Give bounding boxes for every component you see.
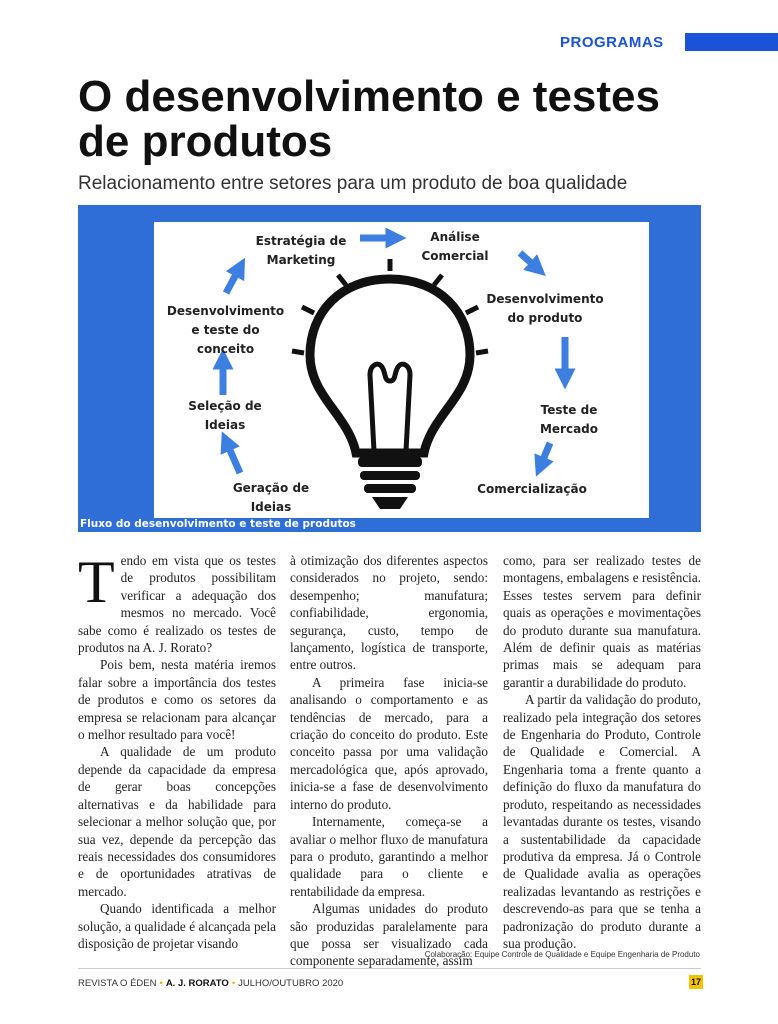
arrow-geracao-to-selecao [226,441,240,473]
label-desenvolvimento-produto: Desenvolvimento do produto [486,292,604,325]
label-teste-mercado: Teste de Mercado [539,403,599,436]
figure-caption: Fluxo do desenvolvimento e teste de produtos [80,518,356,530]
article-subtitle: Relacionamento entre setores para um produto de boa qualidade [78,173,628,194]
magazine-name: REVISTA O ÉDEN [78,978,157,989]
paragraph: Pois bem, nesta matéria iremos falar sobre a importância dos testes de produtos e como os setores da empresa se relacionam para alcançar o melhor resultado para você! [78,657,276,743]
paragraph: Quando identificada a melhor solução, a qualidade é alcançada pela disposição de projetar visando [78,901,276,951]
section-bar [685,33,778,51]
body-column-2 [290,552,488,970]
label-geracao-ideias: Geração de Ideias [232,481,310,514]
label-selecao-ideias: Seleção de Ideias [188,399,262,432]
drop-cap: T [78,549,115,615]
brand-name: A. J. RORATO [165,978,229,989]
paragraph: Algumas unidades do produto são produzidas paralelamente para que possa ser visualizado cada componente separadamente, assim [290,901,488,969]
paragraph: A partir da validação do produto, realizado pela integração dos setores de Engenharia do Produto, Controle de Qualidade e Comercial. A Engenharia toma a frente quanto a definição do fluxo da manufatura do produto, respeitando as necessidades levantadas durante os testes, visando a sustentabilidade da capacidade produtiva da empresa. Já o Controle de Qualidade avalia as operações realizadas levantando as restrições e descrevendo-as para que se tenha a padronização do produto durante a sua produção. [503,692,701,951]
paragraph: à otimização dos diferentes aspectos considerados no projeto, sendo: desempenho; manufatura; confiabilidade, ergonomia, segurança, custo, tempo de lançamento, logística de transporte, entre outros. [290,553,488,673]
label-comercializacao: Comercialização [477,482,587,496]
paragraph: como, para ser realizado testes de montagens, embalagens e resistência. Esses testes servem para definir quais as operações e movimentações do produto durante sua manufatura. Além de definir quais as matérias primas mais se adequam para garantir a durabilidade do produto. [503,553,701,690]
footer-divider [78,968,701,969]
arrow-desenv-conceito-to-marketing [226,267,240,293]
label-analise-comercial: Análise Comercial [421,230,489,263]
product-flow-figure [78,205,701,532]
paragraph: A qualidade de um produto depende da capacidade da empresa de gerar boas concepções alternativas e da habilidade para selecionar a melhor solução que, por sua vez, depende da percepção das reais necessidades dos consumidores e de oportunidades atrativas de mercado. [78,744,276,899]
arrow-analise-to-desenv-produto [520,253,538,269]
page-footer: REVISTA O ÉDEN • A. J. RORATO • JULHO/OUTUBRO 2020 [78,978,344,989]
page-number: 17 [690,977,701,987]
label-desenvolvimento-conceito: Desenvolvimento e teste do conceito [166,304,285,356]
body-column-1 [78,549,276,952]
article-credit: Colaboração: Equipe Controle de Qualidade e Equipe Engenharia de Produto [424,950,700,959]
flow-diagram [78,205,701,532]
label-estrategia-marketing: Estratégia de Marketing [255,234,347,267]
lightbulb-icon [292,259,488,509]
paragraph: A primeira fase inicia-se analisando o comportamento e as tendências de mercado, para a criação do conceito do produto. Este conceito passa por uma validação mercadológica que, após aprovado, inicia-se a fase de desenvolvimento interno do produto. [290,674,488,812]
paragraph: Internamente, começa-se a avaliar o melhor fluxo de manufatura para o produto, garantindo a melhor qualidade para o cliente e rentabilidade da empresa. [290,814,488,899]
section-tag: PROGRAMAS [560,34,664,51]
paragraph: Tendo em vista que os testes de produtos possibilitam verificar a adequação dos mesmos no mercado. Você sabe como é realizado os testes de produtos na A. J. Rorato? [78,549,276,656]
issue-date: JULHO/OUTUBRO 2020 [238,978,344,989]
article-title: O desenvolvimento e testes de produtos [78,72,660,166]
arrow-teste-to-comercializacao [540,443,550,467]
body-column-3 [503,552,701,952]
